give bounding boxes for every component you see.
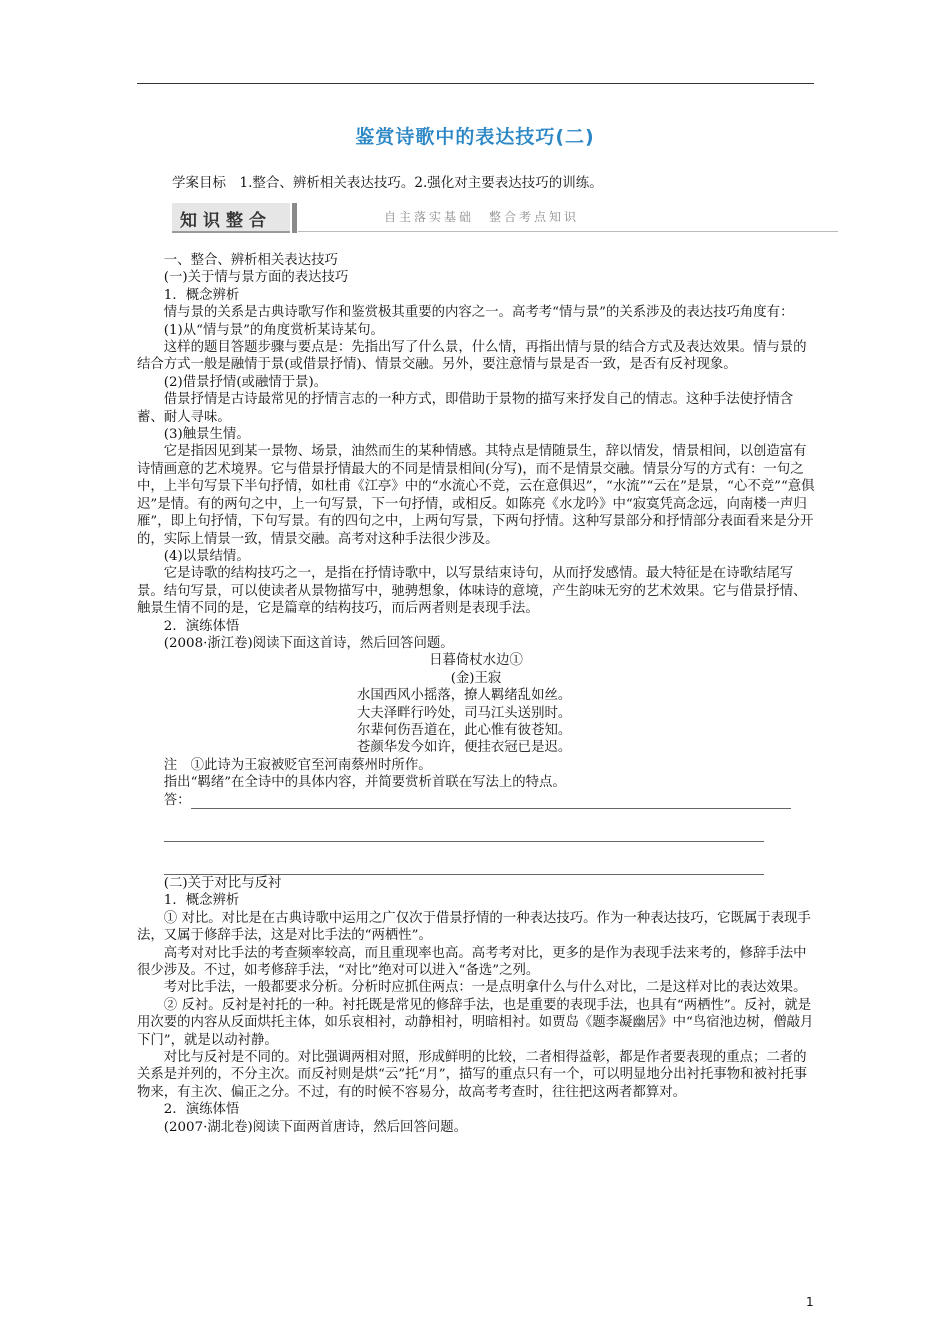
paragraph: 高考对对比手法的考查频率较高，而且重现率也高。高考考对比，更多的是作为表现手法来考的，修辞手法中很少涉及。不过，如考修辞手法，“对比”绝对可以进入“备选”之列。 [137, 945, 807, 979]
answer-line[interactable] [164, 858, 764, 875]
main-content [137, 252, 815, 1136]
banner-divider [292, 203, 297, 233]
item-heading: 2．演练体悟 [163, 1102, 240, 1118]
poem-title: 日暮倚杖水边① [429, 653, 523, 669]
page-number: 1 [806, 1295, 814, 1309]
answer-row [137, 792, 815, 809]
paragraph: ① 对比。对比是在古典诗歌中运用之广仅次于借景抒情的一种表达技巧。作为一种表达技巧，它既属于表现手法，又属于修辞手法，这是对比手法的“两栖性”。 [137, 910, 811, 944]
subsection-heading: (一)关于情与景方面的表达技巧 [163, 270, 349, 286]
question: 指出“羁绪”在全诗中的具体内容，并简要赏析首联在写法上的特点。 [163, 775, 566, 791]
banner-box [172, 203, 290, 233]
answer-label: 答： [163, 792, 191, 808]
paragraph: 情与景的关系是古典诗歌写作和鉴赏极其重要的内容之一。高考考“情与景”的关系涉及的表达技巧角度有： [163, 305, 794, 321]
paragraph: (2)借景抒情(或融情于景)。 [163, 374, 328, 390]
paragraph: (1)从“情与景”的角度赏析某诗某句。 [163, 322, 384, 338]
paragraph: (4)以景结情。 [163, 548, 250, 564]
top-rule [137, 83, 814, 84]
paragraph: 借景抒情是古诗最常见的抒情言志的一种方式，即借助于景物的描写来抒发自己的情志。这种手法使抒情含蓄、耐人寻味。 [137, 392, 794, 425]
question-intro: (2008·浙江卷)阅读下面这首诗，然后回答问题。 [163, 635, 454, 651]
study-goal: 学案目标 1.整合、辨析相关表达技巧。2.强化对主要表达技巧的训练。 [172, 175, 603, 191]
section-heading: 一、整合、辨析相关表达技巧 [163, 253, 338, 268]
answer-line[interactable] [164, 825, 764, 842]
item-heading: 2．演练体悟 [163, 618, 240, 634]
poem-line: 大夫泽畔行吟处，司马江头送别时。 [357, 705, 572, 721]
paragraph: (3)触景生情。 [163, 427, 250, 443]
page-title: 鉴赏诗歌中的表达技巧(二) [355, 126, 595, 148]
paragraph: 对比与反衬是不同的。对比强调两相对照，形成鲜明的比较，二者相得益彰，都是作者要表现的重点；二者的关系是并列的，不分主次。而反衬则是烘“云”托“月”，描写的重点只有一个，可以明显地分出衬托事物和被衬托事物来，有主次、偏正之分。不过，有的时候不容易分，故高考考查时，往往把这两者都算对。 [137, 1050, 808, 1100]
poem-line: 水国西风小摇落，撩人羁绪乱如丝。 [357, 688, 572, 704]
section-banner [172, 203, 838, 233]
poem-line: 苍颜华发今如许，便挂衣冠已是迟。 [357, 740, 572, 756]
banner-subtitle: 自主落实基础 整合考点知识 [384, 210, 580, 224]
paragraph: 考对比手法，一般都要求分析。分析时应抓住两点：一是点明拿什么与什么对比，二是这样对比的表达效果。 [163, 980, 807, 996]
question-intro: (2007·湖北卷)阅读下面两首唐诗，然后回答问题。 [163, 1119, 468, 1135]
poem-line: 尔辈何伤吾道在，此心惟有彼苍知。 [357, 722, 572, 738]
paragraph: 这样的题目答题步骤与要点是：先指出写了什么景，什么情，再指出情与景的结合方式及表达效果。情与景的结合方式一般是融情于景(或借景抒情)、情景交融。另外，要注意情与景是否一致，是否有反衬现象。 [137, 340, 807, 373]
paragraph: ② 反衬。反衬是衬托的一种。衬托既是常见的修辞手法，也是重要的表现手法，也具有“两栖性”。反衬，就是用次要的内容从反面烘托主体，如乐哀相衬，动静相衬，明暗相衬。如贾岛《题李凝幽居》中“鸟宿池边树，僧敲月下门”，就是以动衬静。 [137, 997, 814, 1048]
subsection-heading: (二)关于对比与反衬 [163, 876, 282, 891]
paragraph: 它是诗歌的结构技巧之一，是指在抒情诗歌中，以写景结束诗句，从而抒发感情。最大特征是在诗歌结尾写景。结句写景，可以使读者从景物描写中，驰骋想象，体味诗的意境，产生韵味无穷的艺术效果。它与借景抒情、触景生情不同的是，它是篇章的结构技巧，而后两者则是表现手法。 [137, 566, 807, 617]
paragraph: 它是指因见到某一景物、场景，油然而生的某种情感。其特点是情随景生，辞以情发，情景相间，以创造富有诗情画意的艺术境界。它与借景抒情最大的不同是情景相间(分写)，而不是情景交融。情景分写的方式有：一句之中，上半句写景下半句抒情，如杜甫《江亭》中的“水流心不竞，云在意俱迟”，“水流”“云在”是景，“心不竞”“意俱迟”是情。有的两句之中，上一句写景，下一句抒情，或相反。如陈亮《水龙吟》中“寂寞凭高念远，向南楼一声归雁”，即上句抒情，下句写景。有的四句之中，上两句写景，下两句抒情。这种写景部分和抒情部分表面看来是分开的，实际上情景一致，情景交融。高考对这种手法很少涉及。 [137, 444, 815, 547]
poem-author: (金)王寂 [450, 670, 502, 686]
banner-title: 知识整合 [180, 211, 272, 231]
footnote: 注 ①此诗为王寂被贬官至河南蔡州时所作。 [163, 757, 432, 773]
banner-underline [298, 231, 838, 232]
item-heading: 1．概念辨析 [163, 893, 240, 909]
item-heading: 1．概念辨析 [163, 287, 240, 303]
answer-line[interactable] [191, 792, 791, 809]
